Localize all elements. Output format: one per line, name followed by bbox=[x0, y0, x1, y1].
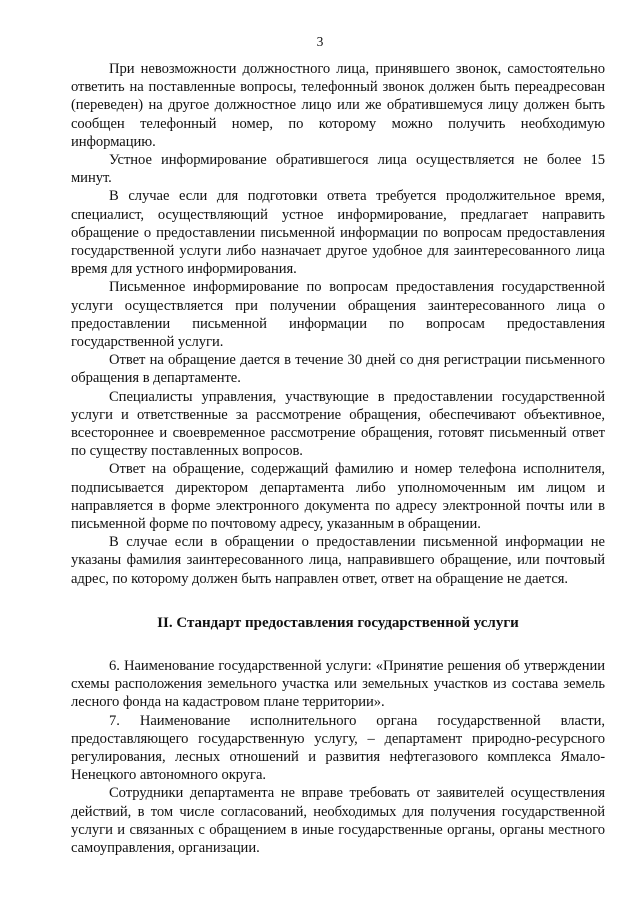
document-body bbox=[71, 60, 605, 857]
section-title: II. Стандарт предоставления государственной услуги bbox=[157, 614, 519, 631]
paragraph-written-info: Письменное информирование по вопросам предоставления государственной услуги осуществляется при получении обращения заинтересованного лица о предоставлении письменной информации по вопросам предоставления государственной услуги. bbox=[71, 279, 605, 351]
paragraph-oral-duration: Устное информирование обратившегося лица осуществляется не более 15 минут. bbox=[71, 152, 605, 187]
paragraph-redirect-call: При невозможности должностного лица, принявшего звонок, самостоятельно ответить на поставленные вопросы, телефонный звонок должен быть переадресован (переведен) на другое должностное лицо или же обратившемуся лицу должен быть сообщен телефонный номер, по которому можно получить необходимую информацию. bbox=[71, 61, 605, 150]
paragraph-specialists: Специалисты управления, участвующие в предоставлении государственной услуги и ответственные за рассмотрение обращения, обеспечивают объективное, всестороннее и своевременное рассмотрение обращения, готовят письменный ответ по существу поставленных вопросов. bbox=[71, 388, 605, 460]
paragraph-response-deadline: Ответ на обращение дается в течение 30 дней со дня регистрации письменного обращения в департаменте. bbox=[71, 352, 605, 387]
paragraph-executive-body: 7. Наименование исполнительного органа государственной власти, предоставляющего государственную услугу, – департамент природно-ресурсного регулирования, лесных отношений и развития нефтегазового комплекса Ямало-Ненецкого автономного округа. bbox=[71, 712, 605, 784]
paragraph-no-response: В случае если в обращении о предоставлении письменной информации не указаны фамилия заинтересованного лица, направившего обращение, или почтовый адрес, по которому должен быть направлен ответ, ответ на обращение не дается. bbox=[71, 534, 605, 587]
paragraph-staff-restrictions: Сотрудники департамента не вправе требовать от заявителей осуществления действий, в том числе согласований, необходимых для получения государственной услуги и связанных с обращением в иные государственные органы, органы местного самоуправления, организации. bbox=[71, 785, 605, 856]
page-number: 3 bbox=[316, 34, 324, 49]
paragraph-response-signing: Ответ на обращение, содержащий фамилию и номер телефона исполнителя, подписывается директором департамента либо уполномоченным им лицом и направляется в форме электронного документа по адресу электронной почты или в письменной форме по почтовому адресу, указанным в обращении. bbox=[71, 461, 605, 533]
paragraph-long-preparation: В случае если для подготовки ответа требуется продолжительное время, специалист, осуществляющий устное информирование, предлагает направить обращение о предоставлении письменной информации по вопросам предоставления государственной услуги либо назначает другое удобное для заинтересованного лица время для устного информирования. bbox=[71, 188, 605, 278]
paragraph-service-name: 6. Наименование государственной услуги: «Принятие решения об утверждении схемы расположения земельного участка или земельных участков из состава земель лесного фонда на кадастровом плане территории». bbox=[71, 657, 605, 711]
